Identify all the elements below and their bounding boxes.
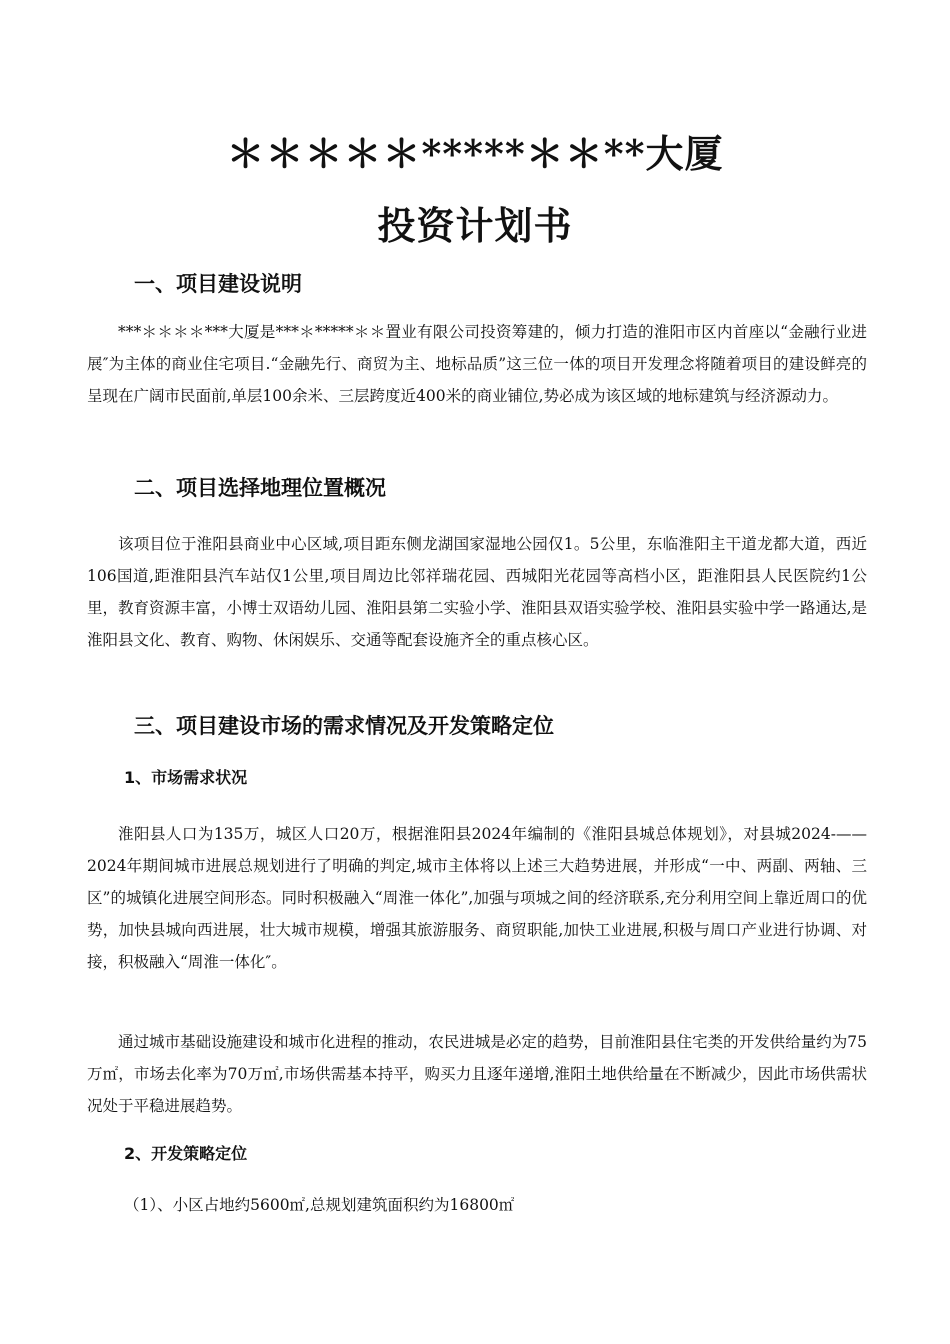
- document-subtitle: 投资计划书: [377, 203, 573, 248]
- market-demand-paragraph-2: 通过城市基础设施建设和城市化进程的推动，农民进城是必定的趋势，目前淮阳县住宅类的开发供给量约为75万㎡，市场去化率为70万㎡,市场供需基本持平，购买力且逐年递增,淮阳土地供给量在不断减少，因此市场供需状况处于平稳进展趋势。: [87, 1033, 867, 1115]
- section-heading-1: 一、项目建设说明: [134, 272, 302, 296]
- subsection-heading-market-demand: 1、市场需求状况: [124, 768, 248, 787]
- section-1-paragraph: ***＊＊＊＊***大厦是***＊*****＊＊置业有限公司投资筹建的，倾力打造的淮阳市区内首座以“金融行业进展″为主体的商业住宅项目.“金融先行、商贸为主、地标品质”这三位一体的项目开发理念将随着项目的建设鲜亮的呈现在广阔市民面前,单层100余米、三层跨度近400米的商业铺位,势必成为该区域的地标建筑与经济源动力。: [87, 323, 867, 405]
- market-demand-paragraph-1: 淮阳县人口为135万，城区人口20万，根据淮阳县2024年编制的《淮阳县城总体规划》，对县城2024-——2024年期间城市进展总规划进行了明确的判定,城市主体将以上述三大趋势进展，并形成“一中、两副、两轴、三区”的城镇化进展空间形态。同时积极融入“周淮一体化”,加强与项城之间的经济联系,充分利用空间上靠近周口的优势，加快县城向西进展，壮大城市规模，增强其旅游服务、商贸职能,加快工业进展,积极与周口产业进行协调、对接，积极融入“周淮一体化″。: [87, 825, 867, 971]
- strategy-paragraph-1: （1）、小区占地约5600㎡,总规划建筑面积约为16800㎡: [124, 1196, 515, 1214]
- section-heading-3: 三、项目建设市场的需求情况及开发策略定位: [134, 714, 554, 738]
- document-title: ＊＊＊＊＊*****＊＊**大厦: [226, 131, 724, 176]
- section-2-paragraph: 该项目位于淮阳县商业中心区域,项目距东侧龙湖国家湿地公园仅1。5公里，东临淮阳主干道龙都大道，西近106国道,距淮阳县汽车站仅1公里,项目周边比邻祥瑞花园、西城阳光花园等高档小区，距淮阳县人民医院约1公里，教育资源丰富，小博士双语幼儿园、淮阳县第二实验小学、淮阳县双语实验学校、淮阳县实验中学一路通达,是淮阳县文化、教育、购物、休闲娱乐、交通等配套设施齐全的重点核心区。: [87, 535, 867, 649]
- subsection-heading-strategy: 2、开发策略定位: [124, 1144, 248, 1163]
- section-heading-2: 二、项目选择地理位置概况: [134, 476, 386, 500]
